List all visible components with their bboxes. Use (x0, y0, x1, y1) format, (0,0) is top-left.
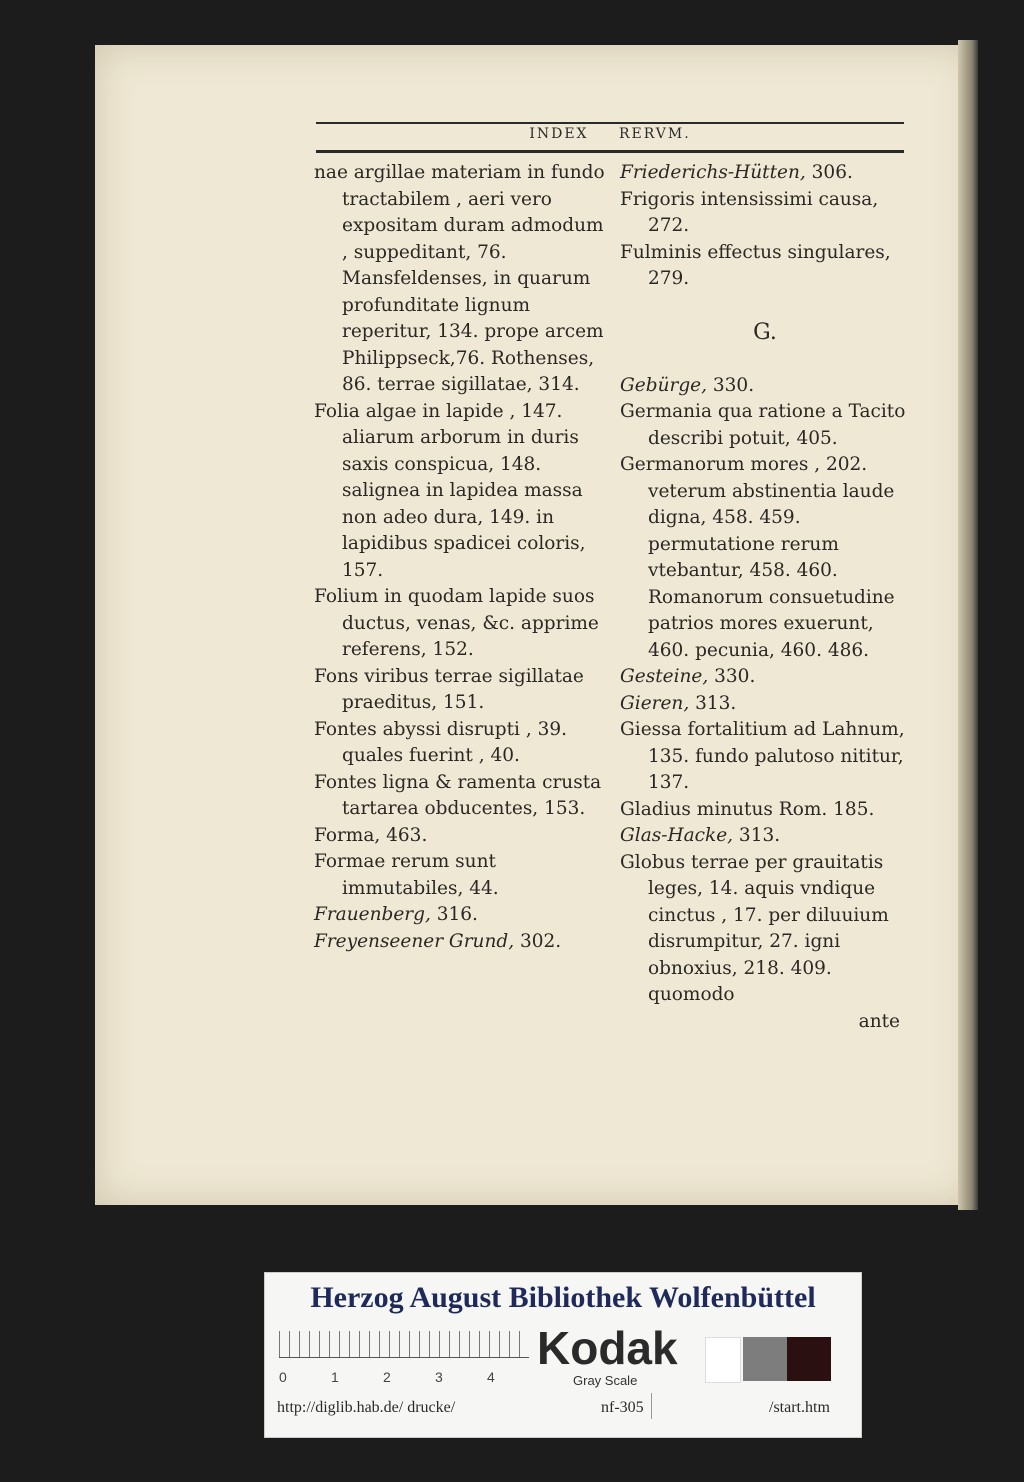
page-ref: 313. (689, 692, 737, 714)
index-entry-italic (620, 373, 910, 400)
index-entry: Fulminis effectus singulares, 279. (620, 241, 891, 289)
italic-term: Freyenseener Grund, (314, 930, 515, 952)
url-right: /start.htm (769, 1399, 830, 1416)
index-column-right (620, 160, 910, 1035)
italic-term: Frauenberg, (314, 904, 431, 925)
index-entry-italic (620, 691, 910, 718)
header-rule-top (316, 122, 904, 124)
index-entry: Forma, 463. (314, 824, 428, 846)
ruler-number: 1 (331, 1369, 339, 1385)
page-ref: 330. (708, 666, 756, 687)
page-ref: 330. (707, 374, 755, 396)
kodak-logo: Kodak (537, 1322, 678, 1374)
page-edge (958, 40, 978, 1210)
running-head-left: INDEX (529, 126, 589, 142)
italic-term: Gesteine, (620, 666, 709, 687)
page-ref: 313. (733, 825, 781, 846)
index-entry-italic (620, 664, 910, 691)
shelfmark: nf-305 (601, 1399, 644, 1416)
index-entry: Gladius minutus Rom. 185. (620, 798, 875, 820)
index-entry: nae argillae materiam in fundo tractabilem , aeri vero expositam duram admodum , suppeditant, 76. Mansfeldenses, in quarum profunditate lignum reperitur, 134. prope arcem (314, 162, 605, 342)
page-ref: 302. (514, 930, 562, 952)
index-entry: Giessa fortalitium ad Lahnum, 135. fundo palutoso nititur, 137. (620, 719, 905, 793)
index-entry: Philippseck,76. Rothenses, 86. terrae sigillatae, 314. (342, 347, 595, 395)
ruler-number: 3 (435, 1369, 443, 1385)
index-entry-italic (314, 902, 606, 929)
ruler-number: 4 (487, 1369, 495, 1385)
index-entry: Formae rerum sunt immutabiles, 44. (314, 851, 499, 899)
catchword: ante (858, 1010, 900, 1032)
italic-term: Friederichs-Hütten, (620, 162, 806, 183)
ruler-number: 2 (383, 1369, 391, 1385)
index-entry: Fons viribus terrae sigillatae praeditus, 151. (314, 665, 584, 713)
index-entry-italic (620, 160, 910, 187)
index-entry: Fontes ligna & ramenta crusta tartarea obducentes, 153. (314, 771, 602, 819)
italic-term: Gieren, (620, 692, 690, 714)
index-entry: Folium in quodam lapide suos ductus, venas, &c. apprime referens, 152. (314, 586, 599, 660)
separator (651, 1393, 652, 1419)
index-column-left (314, 160, 606, 955)
page-ref: 306. (805, 162, 853, 183)
index-entry: Germanorum mores , 202. veterum abstinentia laude digna, 458. 459. permutatione rerum vtebantur, 458. 460. Romanorum consuetudine patrios mores exuerunt, 460. pecunia, 460. 486. (620, 454, 895, 661)
swatch-white (705, 1337, 741, 1383)
swatch-black (787, 1337, 831, 1381)
index-entry: Frigoris intensissimi causa, 272. (620, 188, 879, 236)
page-ref: 316. (430, 904, 478, 925)
gray-scale-label: Gray Scale (573, 1373, 638, 1388)
index-entry: Globus terrae per grauitatis leges, 14. aquis vndique cinctus , 17. per diluuium disrumpitur, 27. igni obnoxius, 218. 409. quomodo (620, 851, 889, 1005)
running-head (316, 126, 904, 142)
index-entry-italic (314, 929, 606, 956)
scale-ruler (279, 1331, 529, 1358)
italic-term: Gebürge, (620, 374, 707, 396)
url-left: http://diglib.hab.de/ drucke/ (277, 1399, 456, 1416)
section-letter: G. (753, 319, 777, 345)
swatch-gray (743, 1337, 787, 1381)
color-target-card (264, 1272, 862, 1438)
running-head-right: RERVM. (618, 126, 691, 142)
italic-term: Glas-Hacke, (620, 825, 734, 846)
ruler-number: 0 (279, 1369, 287, 1385)
index-entry: Folia algae in lapide , 147. aliarum arborum in duris saxis conspicua, 148. salignea in lapidea massa non adeo dura, 149. in lapidibus spadicei coloris, 157. (314, 400, 586, 581)
header-rule-bottom (316, 150, 904, 153)
index-entry-italic (620, 823, 910, 850)
library-title: Herzog August Bibliothek Wolfenbüttel (310, 1281, 816, 1314)
index-entry: Germania qua ratione a Tacito describi potuit, 405. (620, 401, 906, 449)
index-entry: Fontes abyssi disrupti , 39. quales fuerint , 40. (314, 718, 568, 766)
